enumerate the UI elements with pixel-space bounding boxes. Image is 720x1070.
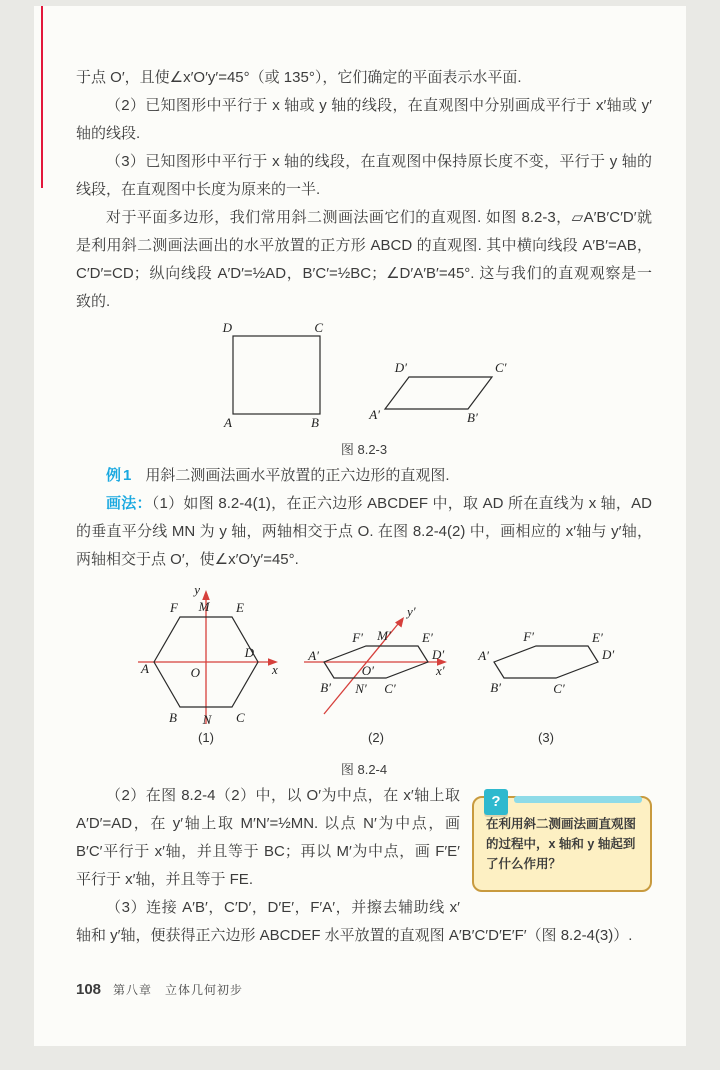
vertex-label: E <box>236 600 244 615</box>
vertex-label: A <box>224 415 232 428</box>
vertex-label: F <box>170 600 178 615</box>
paragraph-step3: （3）连接 A′B′，C′D′，D′E′，F′A′，并擦去辅助线 x′轴和 y′轴，便获得正六边形 ABCDEF 水平放置的直观图 A′B′C′D′E′F′（图 8.2-4(3)）. <box>76 899 633 944</box>
vertex-label: D′ <box>432 647 445 662</box>
vertex-label: C′ <box>384 681 396 696</box>
vertex-label: D′ <box>602 647 615 662</box>
vertex-label: B <box>169 710 177 725</box>
subfigure-label: (1) <box>198 730 214 745</box>
question-callout-box <box>472 793 652 892</box>
vertex-label: E′ <box>592 630 603 645</box>
question-mark-icon: ? <box>484 789 508 815</box>
vertex-label: F′ <box>523 629 534 644</box>
vertex-label: N <box>202 712 212 727</box>
paragraph-step2: （2）在图 8.2-4（2）中，以 O′为中点，在 x′轴上取 A′D′=AD，在 y′轴上取 M′N′=½MN. 以点 N′为中点，画 B′C′平行于 x′轴，并且等于 BC；再以 M′为中点，画 F′E′平行于 x′轴，并且等于 FE. <box>76 787 460 888</box>
subfigure-label: (3) <box>538 730 554 745</box>
figure-8-2-4 <box>76 578 652 780</box>
margin-rule-line <box>41 6 43 188</box>
paragraph-rule2: （2）已知图形中平行于 x 轴或 y 轴的线段，在直观图中分别画成平行于 x′轴或 y′轴的线段. <box>76 97 652 142</box>
vertex-label: C <box>314 320 323 335</box>
vertex-label: M′ <box>377 628 391 643</box>
vertex-label: M <box>198 599 210 614</box>
chapter-title: 第八章 立体几何初步 <box>113 983 244 997</box>
vertex-label: C′ <box>495 360 507 375</box>
page-content <box>76 64 652 950</box>
method-body: （1）如图 8.2-4(1)，在正六边形 ABCDEF 中，取 AD 所在直线为 x 轴，AD 的垂直平分线 MN 为 y 轴，两轴相交于点 O. 在图 8.2-4(2) 中，画相应的 x′轴与 y′轴，两轴相交于点 O′，使∠x′O′y′=45°. <box>76 495 652 568</box>
figure-8-2-3-drawing <box>76 320 652 428</box>
page-footer <box>76 981 243 998</box>
axis-label: y′ <box>407 604 416 619</box>
vertex-label: B′ <box>490 680 501 695</box>
vertex-label: N′ <box>355 681 367 696</box>
vertex-label: A′ <box>478 648 489 663</box>
example-body: 用斜二测画法画水平放置的正六边形的直观图. <box>145 467 450 484</box>
vertex-label: A <box>141 661 149 676</box>
square-ABCD <box>233 336 320 414</box>
paragraph-continued: 于点 O′，且使∠x′O′y′=45°（或 135°），它们确定的平面表示水平面. <box>76 69 522 86</box>
paragraph-rule3: （3）已知图形中平行于 x 轴的线段，在直观图中保持原长度不变，平行于 y 轴的线段，在直观图中长度为原来的一半. <box>76 153 652 198</box>
subfigure-label: (2) <box>368 730 384 745</box>
ribbon-decoration-icon <box>514 796 642 803</box>
vertex-label: E′ <box>422 630 433 645</box>
final-hexagon <box>494 646 598 678</box>
vertex-label: A′ <box>308 648 319 663</box>
vertex-label: A′ <box>369 407 380 422</box>
vertex-label: F′ <box>352 630 363 645</box>
fig824-sub1 <box>138 582 278 727</box>
page-number: 108 <box>76 981 102 998</box>
parallelogram-ApBpCpDp <box>385 377 492 409</box>
vertex-label: O′ <box>361 663 374 678</box>
vertex-label: B′ <box>320 680 331 695</box>
vertex-label: C <box>236 710 245 725</box>
axis-label: y <box>194 582 200 597</box>
fig824-sub3 <box>477 629 614 696</box>
figure-8-2-3 <box>76 320 652 460</box>
example-label: 例1 <box>106 467 134 484</box>
vertex-label: D <box>244 645 254 660</box>
paragraph-polygon: 对于平面多边形，我们常用斜二测画法画它们的直观图. 如图 8.2-3，▱A′B′C′D′就是利用斜二测画法画出的水平放置的正方形 ABCD 的直观图. 其中横向线段 A′B′=AB，C′D′=CD；纵向线段 A′D′=½AD，B′C′=½BC；∠D′A′B′=45°. 这与我们的直观观察是一致的. <box>76 209 652 310</box>
figure-8-2-4-drawing <box>76 578 652 748</box>
figure-caption: 图 8.2-4 <box>340 762 388 777</box>
fig824-sub2 <box>304 604 447 714</box>
vertex-label: D′ <box>394 360 407 375</box>
axis-label: x′ <box>436 663 445 678</box>
vertex-label: B′ <box>467 410 478 425</box>
method-paragraph <box>76 490 652 574</box>
question-text: 在利用斜二测画法画直观图的过程中，x 轴和 y 轴起到了什么作用？ <box>486 817 637 871</box>
example-line <box>76 462 652 490</box>
vertex-label: D <box>222 320 232 335</box>
vertex-label: O <box>190 665 200 680</box>
vertex-label: C′ <box>553 681 565 696</box>
axis-label: x <box>272 662 278 677</box>
method-label: 画法： <box>106 495 152 512</box>
textbook-page <box>34 6 686 1046</box>
figure-caption: 图 8.2-3 <box>340 442 388 457</box>
vertex-label: B <box>311 415 319 428</box>
